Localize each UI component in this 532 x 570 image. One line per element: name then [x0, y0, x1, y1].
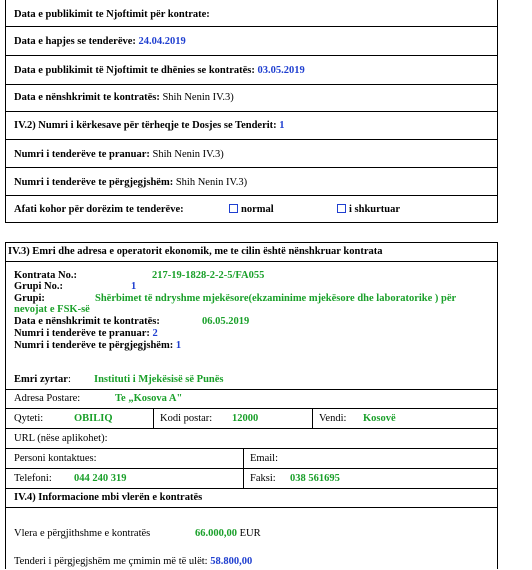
- country-label: Vendi:: [319, 413, 347, 424]
- accepted-count-label: Numri i tenderëve te pranuar:: [14, 328, 150, 339]
- contact-person-row: Personi kontaktues: Email:: [6, 449, 497, 469]
- url-label: URL (nëse aplikohet):: [14, 433, 108, 444]
- signing-date-value: Shih Nenin IV.3): [162, 92, 234, 103]
- group-no-label: Grupi No.:: [14, 281, 64, 292]
- shortened-checkbox[interactable]: [337, 204, 346, 213]
- iv2-value: 1: [279, 120, 285, 131]
- shortened-label: i shkurtuar: [349, 204, 401, 215]
- operator-section: [5, 242, 498, 569]
- group-value-line2: nevojat e FSK-së: [14, 304, 90, 315]
- deadline-row: [6, 196, 497, 223]
- iv3-header-row: [6, 243, 497, 262]
- country-value: Kosovë: [363, 413, 396, 424]
- group-no-value: 1: [131, 281, 137, 292]
- responsive-tenders-row: [6, 168, 497, 196]
- responsive-tenders-label: Numri i tenderëve te përgjegjshëm:: [14, 177, 174, 188]
- normal-checkbox[interactable]: [229, 204, 238, 213]
- publication-notice-row: [6, 0, 497, 27]
- city-row: [6, 409, 497, 429]
- iv2-row: [6, 112, 497, 140]
- award-notice-row: [6, 56, 497, 85]
- fax-value: 038 561695: [290, 473, 340, 484]
- city-value: OBILIQ: [74, 413, 113, 424]
- total-value-label: Vlera e përgjithshme e kontratës: [14, 528, 151, 539]
- iv4-header-row: [6, 489, 497, 508]
- iv4-header: IV.4) Informacione mbi vlerën e kontratës: [14, 492, 203, 503]
- normal-label: normal: [241, 204, 274, 215]
- total-value-amount: 66.000,00: [195, 528, 237, 539]
- postal-code-value: 12000: [232, 413, 259, 424]
- postal-code-label: Kodi postar:: [160, 413, 213, 424]
- award-notice-label: Data e publikimit të Njoftimit te dhënies se kontratës:: [14, 65, 255, 76]
- award-notice-value: 03.05.2019: [257, 65, 305, 76]
- opening-date-row: [6, 27, 497, 56]
- group-label: Grupi:: [14, 293, 45, 304]
- postal-address-value: Te „Kosova A": [115, 393, 183, 404]
- dates-section: [5, 0, 498, 223]
- accepted-count-value: 2: [152, 328, 158, 339]
- lowest-price-value: 58.800,00: [210, 556, 253, 567]
- opening-date-label: Data e hapjes se tenderëve:: [14, 36, 136, 47]
- publication-notice-label: Data e publikimit te Njoftimit për kontrate:: [14, 9, 210, 20]
- responsive-count-label: Numri i tenderëve te përgjegjshëm:: [14, 340, 174, 351]
- opening-date-value: 24.04.2019: [138, 36, 186, 47]
- accepted-tenders-row: [6, 140, 497, 168]
- signing-date-row: [6, 85, 497, 112]
- iv2-label: IV.2) Numri i kërkesave për tërheqje te Dosjes se Tenderit:: [14, 120, 277, 131]
- url-row: [6, 429, 497, 449]
- contract-no-value: 217-19-1828-2-2-5/FA055: [152, 270, 265, 281]
- deadline-label: Afati kohor për dorëzim te tenderëve:: [14, 204, 184, 215]
- responsive-count-value: 1: [175, 340, 182, 351]
- postal-address-label: Adresa Postare: [14, 393, 78, 404]
- contract-signed-value: 06.05.2019: [202, 316, 250, 327]
- accepted-tenders-label: Numri i tenderëve te pranuar:: [14, 149, 150, 160]
- official-name-value: Instituti i Mjekësisë së Punës: [94, 374, 224, 385]
- iv3-header: IV.3) Emri dhe adresa e operatorit ekonomik, me te cilin është nënshkruar kontrata: [8, 246, 383, 257]
- official-name-row: Emri zyrtar: Instituti i Mjekësisë së Punës: [6, 371, 497, 390]
- value-row: [6, 508, 497, 570]
- phone-row: [6, 469, 497, 489]
- lowest-price-label: Tenderi i përgjegjshëm me çmimin më të ulët:: [14, 556, 208, 567]
- fax-label: Faksi:: [250, 473, 276, 484]
- official-name-label: Emri zyrtar: [14, 374, 68, 385]
- contract-no-label: Kontrata No.:: [14, 270, 77, 281]
- signing-date-label: Data e nënshkrimit te kontratës:: [14, 92, 160, 103]
- responsive-tenders-value: Shih Nenin IV.3): [175, 177, 248, 188]
- phone-value: 044 240 319: [74, 473, 127, 484]
- group-value-line1: Shërbimet të ndryshme mjekësore(ekzaminime mjekësore dhe laboratorike ) për: [95, 293, 457, 304]
- phone-label: Telefoni:: [14, 473, 52, 484]
- city-label: Qyteti:: [14, 413, 44, 424]
- postal-address-row: Adresa Postare: Te „Kosova A": [6, 390, 497, 409]
- total-value-unit: EUR: [239, 528, 261, 539]
- email-label: Email:: [250, 453, 278, 464]
- contact-person-label: Personi kontaktues: [14, 453, 94, 464]
- contract-signed-label: Data e nënshkrimit te kontratës:: [14, 316, 160, 327]
- accepted-tenders-value: Shih Nenin IV.3): [152, 149, 224, 160]
